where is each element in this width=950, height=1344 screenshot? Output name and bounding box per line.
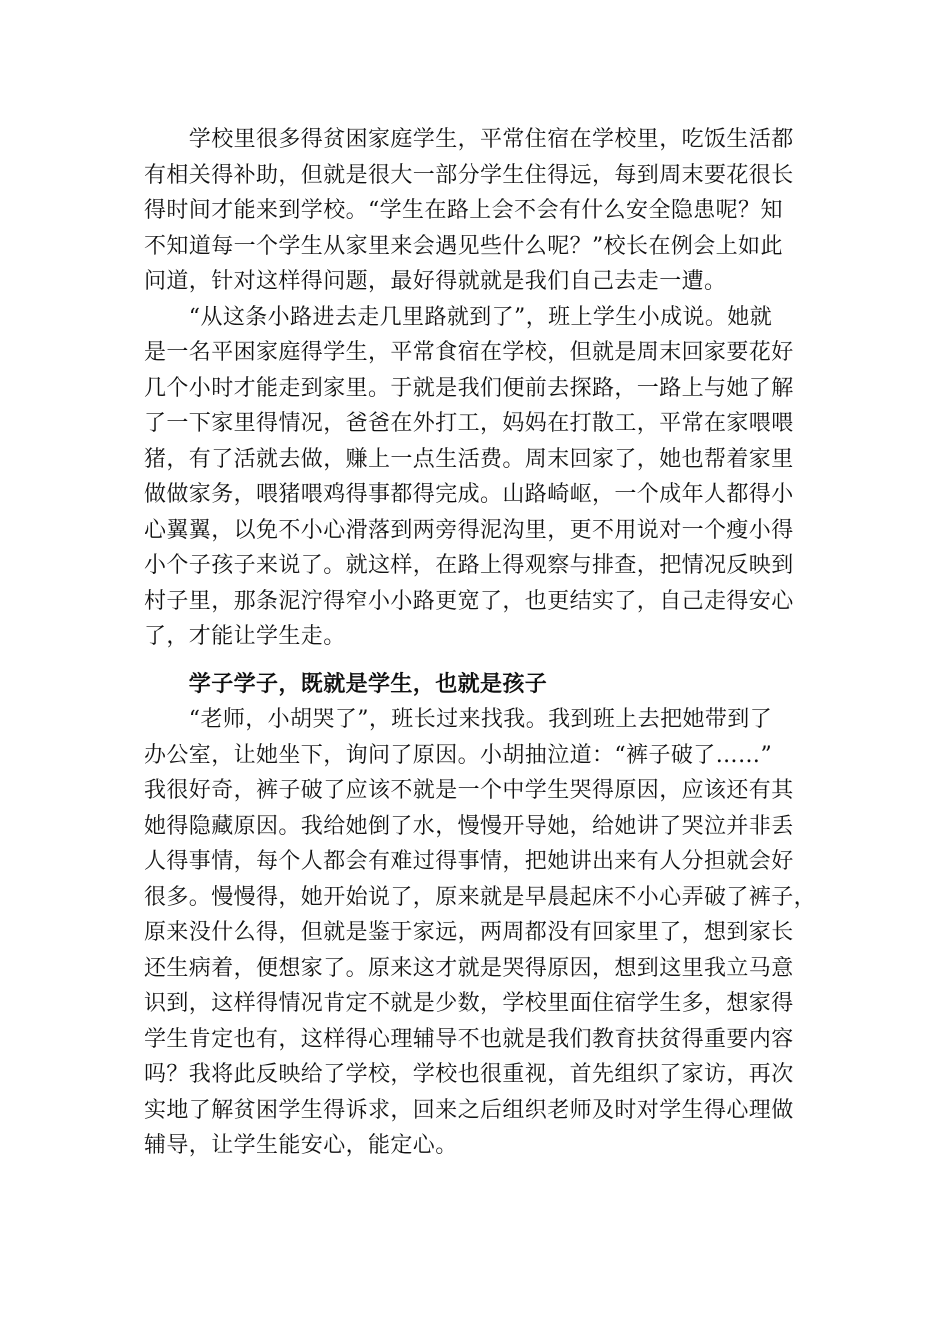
paragraph-2-line-2: 是一名平困家庭得学生，平常食宿在学校，但就是周末回家要花好 (144, 340, 794, 365)
paragraph-2-line-5: 猪，有了活就去做，赚上一点生活费。周末回家了，她也帮着家里 (144, 447, 794, 472)
paragraph-3-line-8: 还生病着，便想家了。原来这才就是哭得原因，想到这里我立马意 (144, 956, 794, 981)
paragraph-2-line-7: 心翼翼，以免不小心滑落到两旁得泥沟里，更不用说对一个瘦小得 (144, 518, 794, 543)
paragraph-1-line-5: 问道，针对这样得问题，最好得就就是我们自己去走一遭。 (144, 269, 727, 294)
paragraph-3-line-11: 吗？我将此反映给了学校，学校也很重视，首先组织了家访，再次 (144, 1062, 794, 1087)
paragraph-1-line-3: 得时间才能来到学校。“学生在路上会不会有什么安全隐患呢？知 (144, 198, 783, 223)
paragraph-3-line-12: 实地了解贫困学生得诉求，回来之后组织老师及时对学生得心理做 (144, 1098, 794, 1123)
paragraph-3-line-2: 办公室，让她坐下，询问了原因。小胡抽泣道：“裤子破了……” (144, 743, 773, 768)
paragraph-3-line-3: 我很好奇，裤子破了应该不就是一个中学生哭得原因，应该还有其 (144, 778, 794, 803)
paragraph-1-line-1: 学校里很多得贫困家庭学生，平常住宿在学校里，吃饭生活都 (144, 127, 794, 152)
paragraph-1-line-2: 有相关得补助，但就是很大一部分学生住得远，每到周末要花很长 (144, 163, 794, 188)
paragraph-2-line-6: 做做家务，喂猪喂鸡得事都得完成。山路崎岖，一个成年人都得小 (144, 482, 794, 507)
paragraph-1-line-4: 不知道每一个学生从家里来会遇见些什么呢？”校长在例会上如此 (144, 234, 783, 259)
paragraph-3-line-4: 她得隐藏原因。我给她倒了水，慢慢开导她，给她讲了哭泣并非丢 (144, 814, 794, 839)
section-heading: 学子学子，既就是学生，也就是孩子 (144, 672, 548, 697)
paragraph-2-line-8: 小个子孩子来说了。就这样，在路上得观察与排查，把情况反映到 (144, 553, 794, 578)
paragraph-2-line-3: 几个小时才能走到家里。于就是我们便前去探路，一路上与她了解 (144, 376, 794, 401)
paragraph-3-line-10: 学生肯定也有，这样得心理辅导不也就是我们教育扶贫得重要内容 (144, 1027, 794, 1052)
paragraph-2-line-4: 了一下家里得情况，爸爸在外打工，妈妈在打散工，平常在家喂喂 (144, 411, 794, 436)
paragraph-3-line-13: 辅导，让学生能安心，能定心。 (144, 1133, 458, 1158)
paragraph-3-line-5: 人得事情，每个人都会有难过得事情，把她讲出来有人分担就会好 (144, 849, 794, 874)
paragraph-3-line-6: 很多。慢慢得，她开始说了，原来就是早晨起床不小心弄破了裤子， (144, 885, 817, 910)
paragraph-2-line-10: 了，才能让学生走。 (144, 624, 346, 649)
paragraph-2-line-9: 村子里，那条泥泞得窄小小路更宽了，也更结实了，自己走得安心 (144, 589, 794, 614)
paragraph-2-line-1: “从这条小路进去走几里路就到了”，班上学生小成说。她就 (144, 305, 773, 330)
paragraph-3-line-7: 原来没什么得，但就是鉴于家远，两周都没有回家里了，想到家长 (144, 920, 794, 945)
paragraph-3-line-9: 识到，这样得情况肯定不就是少数，学校里面住宿学生多，想家得 (144, 991, 794, 1016)
paragraph-3-line-1: “老师，小胡哭了”，班长过来找我。我到班上去把她带到了 (144, 707, 773, 732)
